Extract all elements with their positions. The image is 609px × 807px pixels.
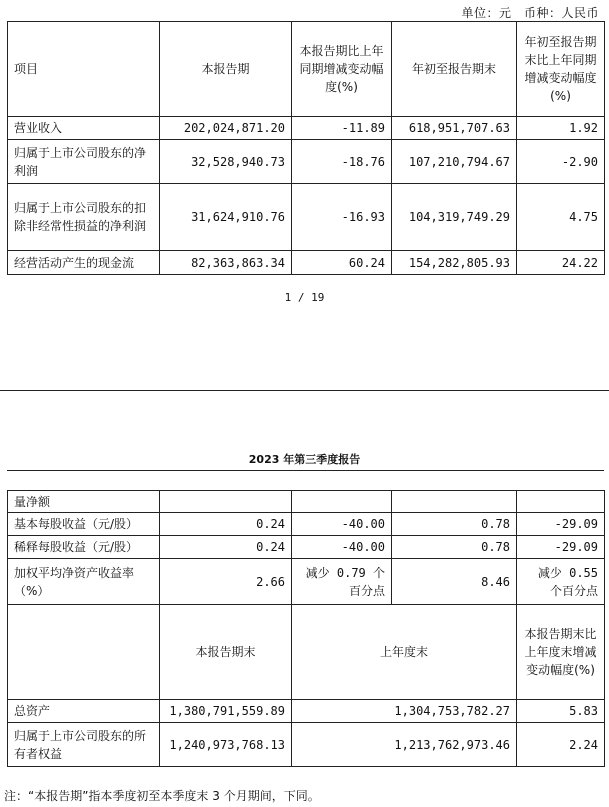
cell-current: 202,024,871.20 bbox=[160, 117, 292, 140]
table-row bbox=[8, 184, 605, 251]
table-row bbox=[8, 536, 605, 559]
report-title: 2023 年第三季度报告 bbox=[248, 453, 361, 466]
cell-ytd-change: 4.75 bbox=[517, 184, 605, 251]
header-current-period-end: 本报告期末 bbox=[160, 605, 292, 700]
cell-prior-year-end: 1,213,762,973.46 bbox=[292, 723, 517, 767]
header-prior-year-end: 上年度末 bbox=[292, 605, 517, 700]
balance-header-row bbox=[8, 605, 605, 700]
page-number: 1 / 19 bbox=[284, 291, 325, 304]
row-label: 营业收入 bbox=[8, 117, 160, 140]
cell-ytd: 154,282,805.93 bbox=[392, 251, 517, 275]
header-current-period: 本报告期 bbox=[160, 22, 292, 117]
table-row bbox=[8, 140, 605, 184]
header-item: 项目 bbox=[8, 22, 160, 117]
table-row bbox=[8, 723, 605, 767]
cell-current-change: -40.00 bbox=[292, 513, 392, 536]
cell-current-change: -16.93 bbox=[292, 184, 392, 251]
cell-ytd-change: -29.09 bbox=[517, 513, 605, 536]
row-label: 经营活动产生的现金流 bbox=[8, 251, 160, 275]
row-label: 归属于上市公司股东的扣除非经常性损益的净利润 bbox=[8, 184, 160, 251]
cell-current-change: -11.89 bbox=[292, 117, 392, 140]
cell-current: 0.24 bbox=[160, 536, 292, 559]
row-label: 归属于上市公司股东的所有者权益 bbox=[8, 723, 160, 767]
cell-ytd-change: 1.92 bbox=[517, 117, 605, 140]
cell-ytd: 618,951,707.63 bbox=[392, 117, 517, 140]
cell-ytd-change: -2.90 bbox=[517, 140, 605, 184]
cell-current-end: 1,380,791,559.89 bbox=[160, 700, 292, 723]
header-current-change: 本报告期比上年同期增减变动幅度(%) bbox=[292, 22, 392, 117]
cell-ytd: 107,210,794.67 bbox=[392, 140, 517, 184]
cell-ytd-change: -29.09 bbox=[517, 536, 605, 559]
cell-ytd: 0.78 bbox=[392, 536, 517, 559]
currency-unit-note: 单位：元 币种：人民币 bbox=[461, 6, 599, 20]
cell-ytd-change: 减少 0.55 个百分点 bbox=[517, 559, 605, 605]
cell-current-change: 60.24 bbox=[292, 251, 392, 275]
financial-summary-table bbox=[7, 21, 605, 275]
financial-summary-table-continued bbox=[7, 490, 605, 767]
cell-current: 82,363,863.34 bbox=[160, 251, 292, 275]
page-break-rule bbox=[0, 390, 609, 391]
cell-prior-year-end: 1,304,753,782.27 bbox=[292, 700, 517, 723]
row-label: 稀释每股收益（元/股） bbox=[8, 536, 160, 559]
cell-ytd: 8.46 bbox=[392, 559, 517, 605]
row-label: 加权平均净资产收益率（%） bbox=[8, 559, 160, 605]
cell-current: 2.66 bbox=[160, 559, 292, 605]
row-label: 归属于上市公司股东的净利润 bbox=[8, 140, 160, 184]
table-row bbox=[8, 700, 605, 723]
table-row bbox=[8, 513, 605, 536]
cell-current-end: 1,240,973,768.13 bbox=[160, 723, 292, 767]
cell-current-change: 减少 0.79 个百分点 bbox=[292, 559, 392, 605]
header-ytd: 年初至报告期末 bbox=[392, 22, 517, 117]
cell-ytd: 0.78 bbox=[392, 513, 517, 536]
cell-change: 5.83 bbox=[517, 700, 605, 723]
cell-current-change: -18.76 bbox=[292, 140, 392, 184]
header-period-end-change: 本报告期末比上年度末增减变动幅度(%) bbox=[517, 605, 605, 700]
footnote: 注：“本报告期”指本季度初至本季度末 3 个月期间，下同。 bbox=[4, 789, 320, 803]
cell-current: 0.24 bbox=[160, 513, 292, 536]
cell-change: 2.24 bbox=[517, 723, 605, 767]
table-row bbox=[8, 251, 605, 275]
table-row bbox=[8, 491, 605, 513]
title-rule bbox=[7, 470, 604, 471]
cell-current-change: -40.00 bbox=[292, 536, 392, 559]
header-ytd-change: 年初至报告期末比上年同期增减变动幅度(%) bbox=[517, 22, 605, 117]
row-label: 基本每股收益（元/股） bbox=[8, 513, 160, 536]
cell-ytd-change: 24.22 bbox=[517, 251, 605, 275]
row-label: 量净额 bbox=[8, 491, 160, 513]
cell-current: 32,528,940.73 bbox=[160, 140, 292, 184]
cell-ytd: 104,319,749.29 bbox=[392, 184, 517, 251]
table-header-row bbox=[8, 22, 605, 117]
table-row bbox=[8, 117, 605, 140]
table-row bbox=[8, 559, 605, 605]
cell-current: 31,624,910.76 bbox=[160, 184, 292, 251]
row-label: 总资产 bbox=[8, 700, 160, 723]
